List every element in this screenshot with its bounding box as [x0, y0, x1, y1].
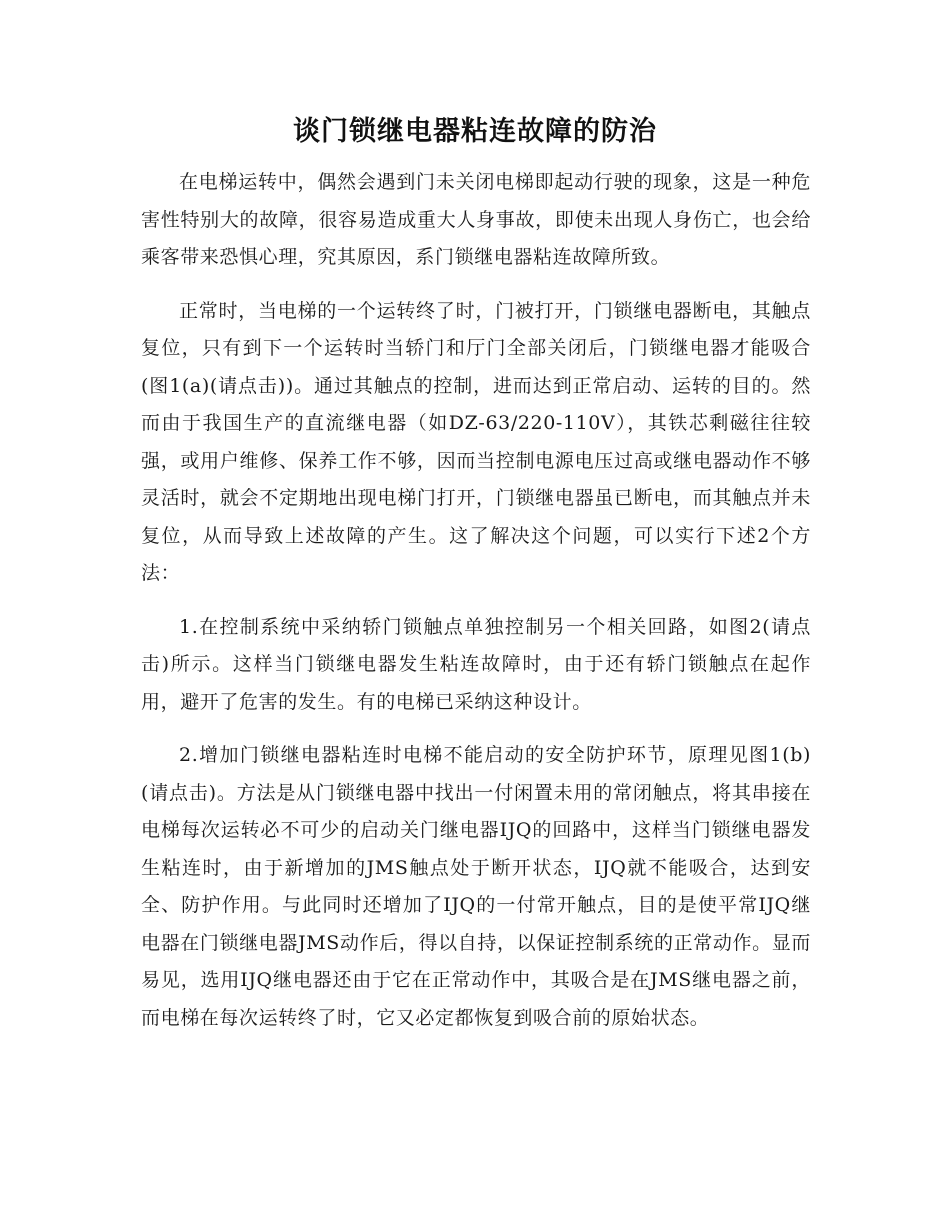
paragraph-normal-operation: 正常时，当电梯的一个运转终了时，门被打开，门锁继电器断电，其触点复位，只有到下一个运转时当轿门和厅门全部关闭后，门锁继电器才能吸合(图1(a)(请点击))。通过其触点的控制，进而达到正常启动、运转的目的。然而由于我国生产的直流继电器（如DZ-63/220-110V），其铁芯剩磁往往较强，或用户维修、保养工作不够，因而当控制电源电压过高或继电器动作不够灵活时，就会不定期地出现电梯门打开，门锁继电器虽已断电，而其触点并未复位，从而导致上述故障的产生。这了解决这个问题，可以实行下述2个方法： — [141, 299, 811, 584]
paragraph-intro: 在电梯运转中，偶然会遇到门未关闭电梯即起动行驶的现象，这是一种危害性特别大的故障，很容易造成重大人身事故，即使未出现人身伤亡，也会给乘客带来恐惧心理，究其原因，系门锁继电器粘连故障所致。 — [141, 171, 811, 268]
document-title: 谈门锁继电器粘连故障的防治 — [293, 116, 657, 147]
paragraph-method-1: 1.在控制系统中采纳轿门锁触点单独控制另一个相关回路，如图2(请点击)所示。这样当门锁继电器发生粘连故障时，由于还有轿门锁触点在起作用，避开了危害的发生。有的电梯已采纳这种设计。 — [141, 615, 811, 713]
document-body — [141, 164, 811, 1053]
paragraph-method-2: 2.增加门锁继电器粘连时电梯不能启动的安全防护环节，原理见图1(b)(请点击)。方法是从门锁继电器中找出一付闲置未用的常闭触点，将其串接在电梯每次运转必不可少的启动关门继电器IJQ的回路中，这样当门锁继电器发生粘连时，由于新增加的JMS触点处于断开状态，IJQ就不能吸合，达到安全、防护作用。与此同时还增加了IJQ的一付常开触点，目的是使平常IJQ继电器在门锁继电器JMS动作后，得以自持，以保证控制系统的正常动作。显而易见，选用IJQ继电器还由于它在正常动作中，其吸合是在JMS继电器之前，而电梯在每次运转终了时，它又必定都恢复到吸合前的原始状态。 — [141, 744, 811, 1029]
